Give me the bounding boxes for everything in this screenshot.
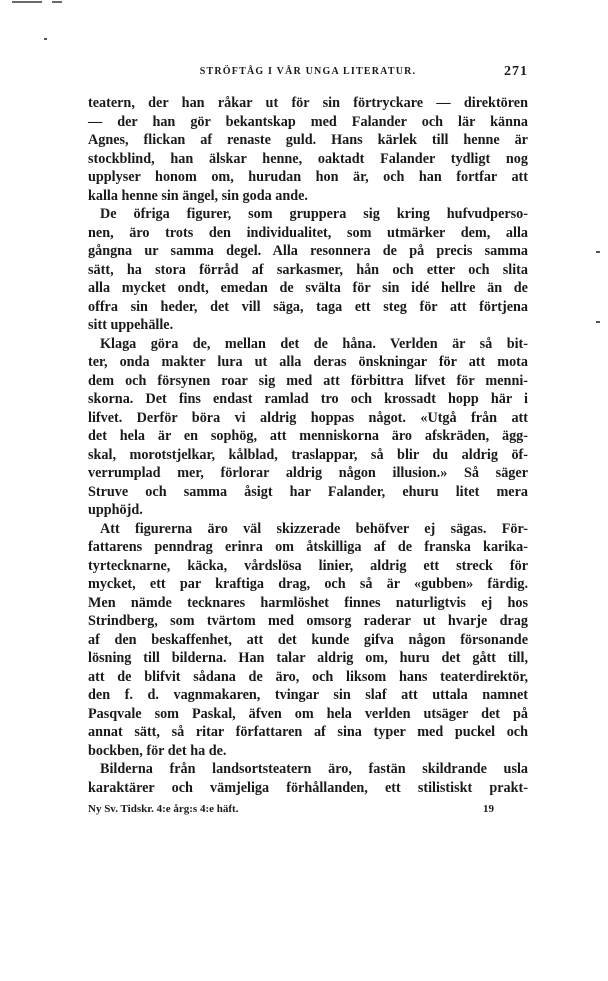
text-line: Struve och samma åsigt har Falander, ehuru litet mera	[88, 483, 528, 500]
text-line: dem och försynen roar sig med att förbittra lifvet för menni-	[88, 372, 528, 389]
text-line: den f. d. vagnmakaren, tvingar sin slaf att uttala namnet	[88, 687, 528, 703]
text-line: bockben, för det ha de.	[88, 742, 227, 759]
text-line: upplyser honom om, hurudan hon är, och han fortfar att	[88, 169, 528, 185]
text-line: Strindberg, som tvärtom med omsorg raderar ut hvarje drag	[88, 613, 528, 629]
text-line: offra sin heder, det vill säga, taga ett steg för att förtjena	[88, 298, 528, 315]
text-line: kalla henne sin ängel, sin goda ande.	[88, 187, 308, 204]
text-line: mycket, ett par kraftiga drag, och så är «gubben» färdig.	[88, 576, 528, 592]
text-line: Klaga göra de, mellan det de håna. Verlden är så bit-	[100, 335, 528, 352]
text-line: lösning till bilderna. Han talar aldrig om, huru det gått till,	[88, 650, 528, 666]
margin-speck	[44, 38, 47, 40]
text-line: Bilderna från landsortsteatern äro, fastän skildrande usla	[100, 761, 528, 777]
text-line: nen, äro trots den individualitet, som utmärker dem, alla	[88, 224, 528, 241]
text-line: teatern, der han råkar ut för sin förtryckare — direktören	[88, 95, 528, 111]
text-line: ter, onda makter lura ut alla deras önskningar för att mota	[88, 354, 528, 370]
running-head	[88, 60, 528, 86]
text-line: att de blifvit sådana de äro, och liksom hans teaterdirektör,	[88, 668, 528, 685]
book-page	[88, 60, 528, 821]
page-footer	[88, 799, 528, 821]
body-text	[88, 94, 528, 797]
text-line: De öfriga figurer, som gruppera sig kring hufvudperso-	[100, 206, 528, 222]
text-line: Att figurerna äro väl skizzerade behöfver ej sägas. För-	[100, 520, 528, 537]
sheet-number: 19	[483, 803, 494, 815]
text-line: alla mycket ondt, emedan de svälta för sin idé hellre än de	[88, 280, 528, 296]
margin-speck	[596, 251, 600, 253]
text-line: karaktärer och vämjeliga förhållanden, ett stilistiskt prakt-	[88, 779, 528, 796]
text-line: af den beskaffenhet, att det kunde gifva någon försonande	[88, 631, 528, 648]
text-line: skorna. Det fins endast ramlad tro och krossadt hopp här i	[88, 391, 528, 407]
text-line: annat sätt, så ritar författaren af sina typer med puckel och	[88, 724, 528, 740]
running-title: STRÖFTÅG I VÅR UNGA LITERATUR.	[199, 66, 417, 77]
text-line: det hela är en sophög, att menniskorna äro afskräden, ägg-	[88, 428, 528, 444]
text-line: Pasqvale som Paskal, äfven om hela verlden utsäger det på	[88, 705, 528, 722]
text-line: skal, morotstjelkar, kålblad, traslappar, så blir du aldrig öf-	[88, 446, 528, 463]
text-line: sätt, ha stora förråd af sarkasmer, hån och etter och slita	[88, 261, 528, 278]
scan-edge-mark	[0, 0, 608, 4]
text-line: Agnes, flickan af renaste guld. Hans kärlek till henne är	[88, 132, 528, 148]
text-line: verrumplad mer, förlorar aldrig någon illusion.» Så säger	[88, 465, 528, 481]
text-line: — der han gör bekantskap med Falander och lär känna	[88, 113, 528, 130]
text-line: fattarens penndrag erinra om åtskilliga af de franska karika-	[88, 539, 528, 555]
text-line: stockblind, han älskar henne, oaktadt Falander tydligt nog	[88, 150, 528, 167]
text-line: lifvet. Derför böra vi aldrig hoppas något. «Utgå från att	[88, 409, 528, 426]
text-line: tyrtecknarne, käcka, vårdslösa linier, aldrig ett streck för	[88, 557, 528, 574]
text-line: upphöjd.	[88, 502, 143, 518]
page-number: 271	[504, 64, 528, 79]
text-line: Men nämde tecknares harmlöshet finnes naturligtvis ej hos	[88, 594, 528, 611]
text-line: gångna ur samma degel. Alla resonnera de på precis samma	[88, 243, 528, 259]
margin-speck	[596, 321, 600, 323]
signature-mark: Ny Sv. Tidskr. 4:e årg:s 4:e häft.	[88, 803, 239, 815]
text-line: sitt uppehälle.	[88, 317, 174, 333]
